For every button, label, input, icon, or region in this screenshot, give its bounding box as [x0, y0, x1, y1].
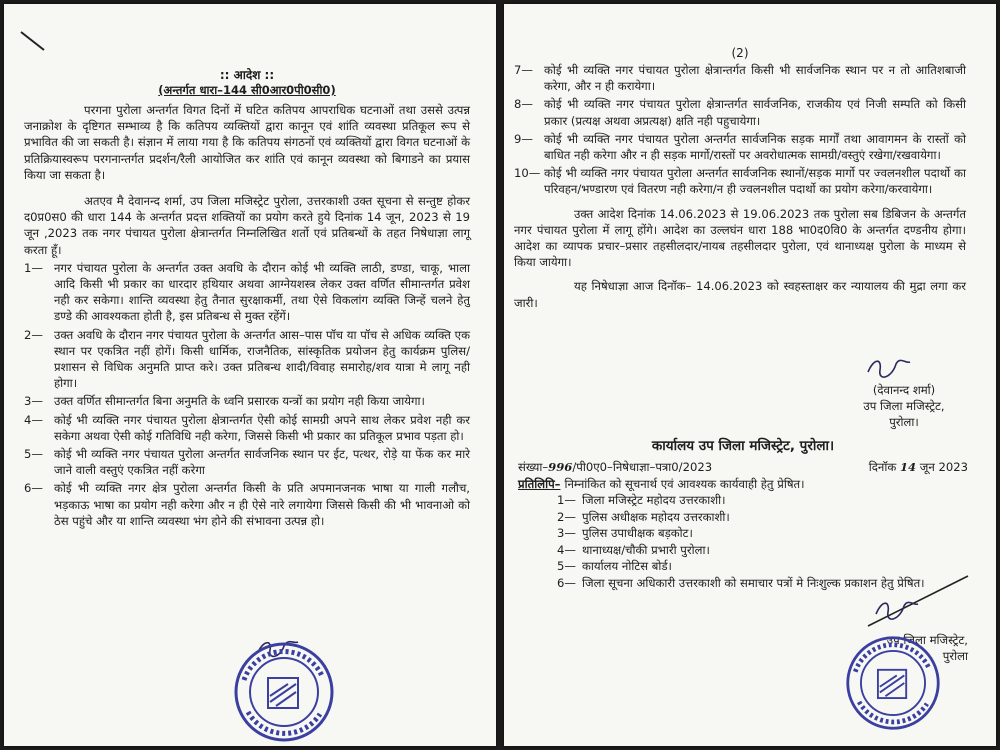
restriction-text: कोई भी व्यक्ति नगर पंचायत पुरोला अन्तर्गत सार्वजनिक सड़क मार्गों तथा आवागमन के रास्तों को बाधित नही करेगा और न ही सड़क मार्गो/रास्तों पर अवरोधात्मक सामग्री/वस्तुएं रखेगा/रखवायेगा। — [544, 131, 966, 163]
restriction-list — [24, 260, 470, 529]
order-page-2 — [504, 4, 996, 746]
bottom-signatory-place: पुरोला — [942, 649, 968, 663]
order-title: :: आदेश :: — [219, 68, 275, 82]
restriction-list-continued — [514, 62, 966, 198]
signatory-block — [844, 382, 964, 430]
copy-recipient-number: 1— — [557, 493, 576, 507]
signatory-place: पुरोला। — [889, 415, 919, 429]
restriction-number: 4— — [24, 412, 43, 427]
copy-recipient-number: 5— — [557, 559, 576, 573]
restriction-item — [514, 96, 966, 128]
copy-intro: निम्नांकित को सूचनार्थ एवं आवश्यक कार्यवाही हेतु प्रेषित। — [564, 477, 805, 491]
copy-recipient-number: 2— — [557, 509, 576, 524]
office-title: कार्यालय उप जिला मजिस्ट्रेट, पुरोला। — [651, 438, 835, 454]
copy-recipient — [518, 509, 968, 526]
copy-recipient-number: 3— — [557, 526, 576, 540]
reference-row — [518, 460, 968, 475]
copy-recipient-text: जिला सूचना अधिकारी उत्तरकाशी को समाचार पत्रों मे निःशुल्क प्रकाशन हेतु प्रेषित। — [582, 575, 925, 590]
restriction-item — [24, 446, 470, 478]
order-subtitle: (अन्तर्गत धारा–144 सी0आर0पी0सी0) — [158, 83, 336, 97]
restriction-text: कोई भी व्यक्ति नगर क्षेत्र पुरोला अन्तर्गत किसी के प्रति अपमानजनक भाषा या गाली गलौच, भड़काऊ भाषा का प्रयोग नही करेगा और न ही ऐसे नारे लगायेगा जिससे किसी की भी भावनाओ को ठेस पहुंचे और या शान्ति व्यवस्था भंग होने की संभावना उत्पन्न हो। — [54, 481, 470, 528]
copy-recipient — [518, 525, 968, 542]
restriction-number: 6— — [24, 481, 43, 496]
copy-recipient-text: जिला मजिस्ट्रेट महोदय उत्तरकाशी। — [582, 493, 726, 507]
restriction-item — [24, 412, 470, 444]
copy-recipient-text: कार्यालय नोटिस बोर्ड। — [582, 559, 672, 573]
restriction-number: 3— — [24, 394, 43, 409]
restriction-text: कोई भी व्यक्ति नगर पंचायत पुरोला क्षेत्रान्तर्गत सार्वजनिक, राजकीय एवं निजी सम्पति को किसी प्रकार (प्रत्यक्ष अथवा अप्रत्यक्ष) क्षति नही पहुचायेगा। — [544, 97, 966, 128]
restriction-number: 5— — [24, 447, 43, 462]
restriction-text: उक्त वर्णित सीमान्तर्गत बिना अनुमति के ध्वनि प्रसारक यन्त्रों का प्रयोग नही किया जायेगा। — [54, 394, 425, 409]
official-seal-stamp — [232, 640, 336, 744]
restriction-number: 10— — [514, 166, 541, 181]
order-paragraph-1: परगना पुरोला अन्तर्गत विगत दिनों में घटित कतिपय आपराधिक घटनाओं तथा उससे उत्पन्न जनाक्रोश के दृष्टिगत सम्भाव्य है कि कतिपय व्यक्तियों द्वारा कानून एवं शांति व्यवस्था प्रतिकूल रूप से प्रभावित की जा सकती है। संज्ञान में लाया गया है कि कतिपय संगठनों एवं व्यक्तियों द्वारा विगत घटनाओं के प्रतिक्रियास्वरूप परगनान्तर्गत प्रदर्शन/रैली आयोजित कर शांति एवं कानून व्यवस्था को बिगाडने का प्रयास किया जा सकता है। — [24, 103, 470, 182]
corner-check-mark — [18, 28, 48, 54]
restriction-item — [514, 131, 966, 163]
copy-recipient-text: पुलिस अधीक्षक महोदय उत्तरकाशी। — [582, 509, 730, 524]
copy-label: प्रतिलिपि– — [518, 477, 561, 491]
copy-recipient-text: थानाध्यक्ष/चौकी प्रभारी पुरोला। — [582, 542, 710, 557]
restriction-item — [514, 62, 966, 94]
signature-mark — [872, 594, 922, 624]
restriction-text: कोई भी व्यक्ति नगर पंचायत पुरोला क्षेत्रान्तर्गत किसी भी सार्वजनिक स्थान पर न तो आतिशबाजी करेगा, और न ही करायेगा। — [544, 63, 966, 94]
reference-date: दिनॉक 14 जून 2023 — [868, 460, 968, 474]
restriction-text: कोई भी व्यक्ति नगर पंचायत पुरोला क्षेत्रान्तर्गत ऐसी कोई सामग्री अपने साथ लेकर प्रवेश नही कर सकेगा अथवा ऐसी कोई गतिविधि नही करेगा, जिससे किसी भी प्रकार का प्रतिकूल प्रभाव पड़ता हो। — [54, 412, 470, 443]
restriction-item — [24, 393, 470, 409]
restriction-item — [24, 327, 470, 392]
copy-recipient-text: पुलिस उपाधीक्षक बड़कोट। — [582, 526, 693, 540]
copy-recipient — [518, 492, 968, 509]
restriction-text: नगर पंचायत पुरोला के अन्तर्गत उक्त अवधि के दौरान कोई भी व्यक्ति लाठी, डण्डा, चाकू, भाला आदि किसी भी प्रकार का धारदार हथियार अथवा आग्नेयशस्त्र लेकर उक्त वर्णित सीमान्तर्गत प्रवेश नही कर सकेगा। शान्ति व्यवस्था हेतु तैनात सुरक्षाकर्मी, तथा ऐसे विकलांग व्यक्ति जिन्हें चलने हेतु डण्डे की आवश्यकता होती है, इस प्रतिबन्ध से मुक्त रहेंगें। — [54, 260, 470, 324]
page-number: (2) — [731, 46, 749, 60]
restriction-number: 2— — [24, 327, 43, 342]
restriction-text: उक्त अवधि के दौरान नगर पंचायत पुरोला के अन्तर्गत आस–पास पॉच या पॉच से अधिक व्यक्ति एक स्थान पर एकत्रित नहीं होगें। किसी धार्मिक, राजनैतिक, सांस्कृतिक प्रयोजन हेतु कार्यक्रम पुलिस/प्रशासन से विधिक अनुमति प्राप्त करे। उक्त प्रतिबन्ध शादी/विवाह समारोह/शव यात्रा मे लागू नही होगा। — [54, 327, 470, 391]
restriction-text: कोई भी व्यक्ति नगर पंचायत पुरोला अन्तर्गत सार्वजनिक स्थानों/सड़क मार्गो पर ज्वलनशील पदार्थो का परिवहन/भण्डारण एवं वितरण नही करेगा/न ही ज्वलनशील पदार्थो का प्रयोग करेगा/करवायेगा। — [544, 166, 966, 197]
handwritten-ref-number: 996 — [548, 460, 573, 474]
issue-paragraph: यह निषेधाज्ञा आज दिनॉक– 14.06.2023 को स्वहस्ताक्षर कर न्यायालय की मुद्रा लगा कर जारी। — [514, 279, 966, 310]
restriction-text: कोई भी व्यक्ति नगर पंचायत पुरोला अन्तर्गत सार्वजनिक स्थान पर ईट, पत्थर, रोड़े या फेंक कर मारे जाने वाली वस्तुएं एकत्रित नहीं करेगा — [54, 447, 470, 478]
copy-recipient-number: 4— — [557, 542, 576, 557]
restriction-item — [24, 260, 470, 325]
order-paragraph-2: अतएव मै देवानन्द शर्मा, उप जिला मजिस्ट्रेट पुरोला, उत्तरकाशी उक्त सूचना से सन्तुष्ट होकर द0प्र0स0 की धारा 144 के अन्तर्गत प्रदत्त शक्तियों का प्रयोग करते हुये दिनांक 14 जून, 2023 से 19 जून ,2023 तक नगर पंचायत पुरोला क्षेत्रान्तर्गत निम्नलिखित शर्तो एवं प्रतिबन्धों के तहत निषेधाज्ञा लागू करता हूँ। — [24, 194, 470, 257]
restriction-number: 7— — [514, 63, 533, 77]
copy-to-row — [518, 477, 968, 492]
bottom-signatory-designation: उप जिला मजिस्ट्रेट, — [886, 633, 968, 647]
restriction-number: 1— — [24, 260, 43, 275]
reference-number: संख्या–996/पी0ए0–निषेधाज्ञा–पत्रा0/2023 — [518, 460, 713, 474]
copy-recipient — [518, 542, 968, 559]
restriction-item — [514, 165, 966, 197]
signatory-designation: उप जिला मजिस्ट्रेट, — [863, 399, 945, 413]
restriction-item — [24, 480, 470, 529]
restriction-number: 8— — [514, 97, 533, 112]
signatory-name: (देवानन्द शर्मा) — [872, 383, 936, 397]
copy-recipient-number: 6— — [557, 575, 576, 590]
official-seal-stamp — [844, 634, 942, 732]
signature-mark — [864, 352, 914, 382]
handwritten-date: 14 — [899, 460, 917, 474]
order-page-1 — [4, 4, 496, 746]
validity-paragraph: उक्त आदेश दिनांक 14.06.2023 से 19.06.2023 तक पुरोला सब डिबिजन के अन्तर्गत नगर पंचायत पुरोला में लागू होंगे। आदेश का उल्लघंन धारा 188 भा0द0वि0 के अन्तर्गत दण्डनीय होगा। आदेश का व्यापक प्रचार–प्रसार तहसीलदार/नायब तहसीलदार पुरोला, एवं थानाध्यक्ष पुरोला के माध्यम से किया जायेगा। — [514, 206, 966, 270]
restriction-number: 9— — [514, 131, 533, 146]
